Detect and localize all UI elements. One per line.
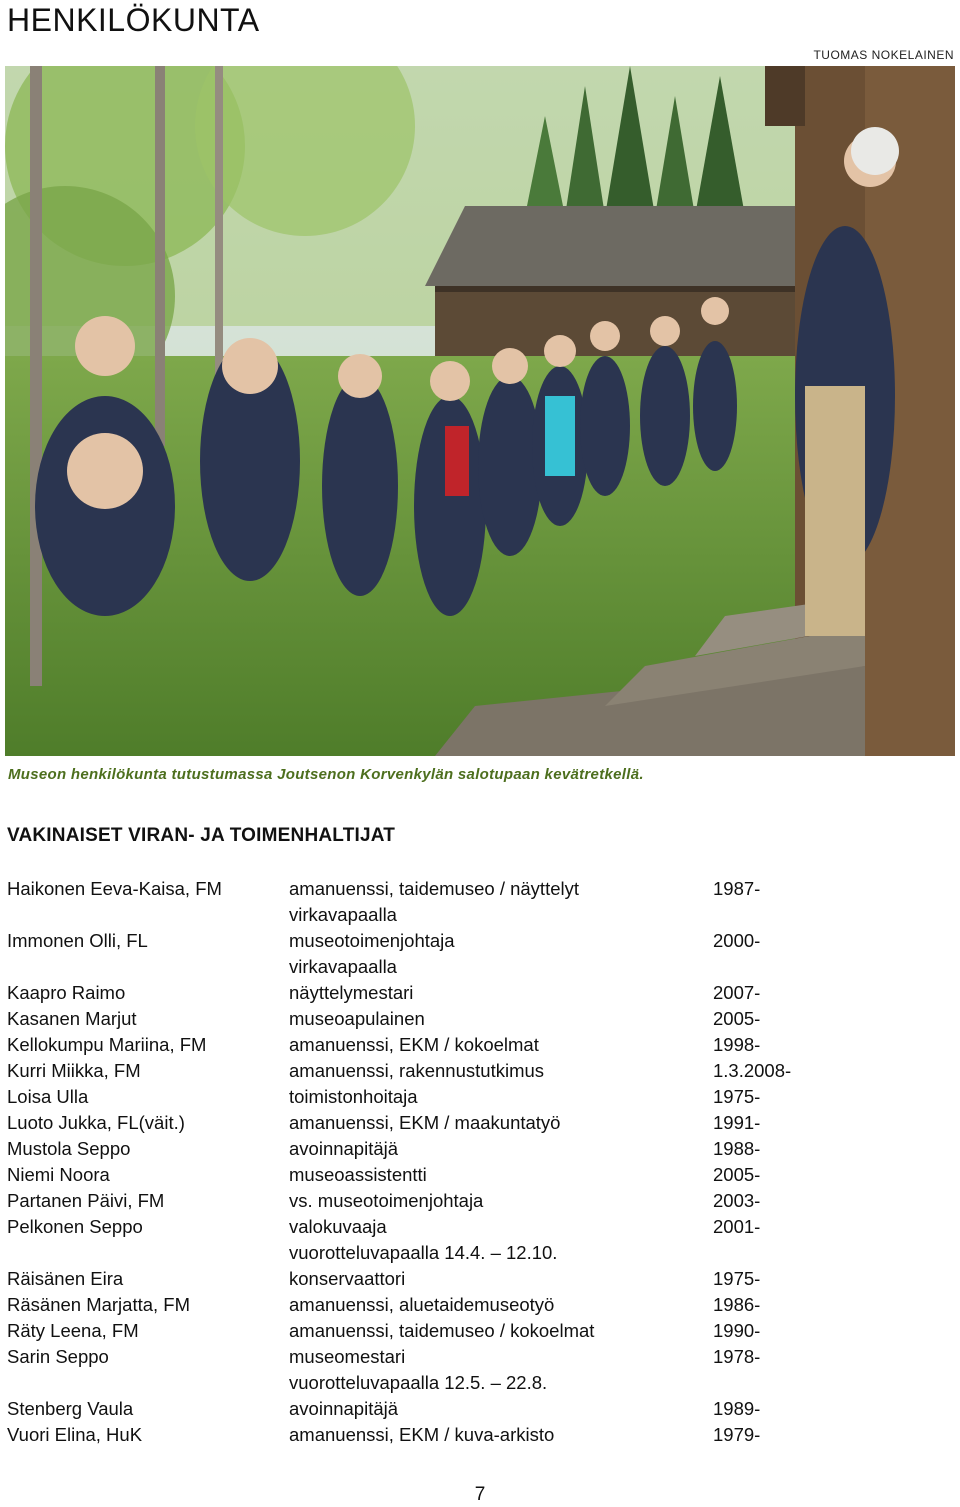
staff-row (7, 1266, 947, 1292)
staff-row (7, 1136, 947, 1162)
staff-table (7, 876, 947, 1448)
staff-row (7, 1032, 947, 1058)
staff-title: toimistonhoitaja (289, 1086, 418, 1107)
staff-start-year: 2003- (713, 1190, 761, 1211)
staff-start-year: 2005- (713, 1164, 761, 1185)
section-heading: VAKINAISET VIRAN- JA TOIMENHALTIJAT (7, 825, 396, 846)
staff-name: Luoto Jukka, FL(väit.) (7, 1112, 185, 1133)
staff-title: valokuvaaja (289, 1216, 387, 1237)
staff-row (7, 1162, 947, 1188)
staff-row (7, 1240, 947, 1266)
staff-name: Partanen Päivi, FM (7, 1190, 165, 1211)
staff-start-year (713, 1240, 947, 1266)
staff-start-year: 1989- (713, 1398, 761, 1419)
staff-start-year: 1987- (713, 878, 761, 899)
staff-title: amanuenssi, EKM / kuva-arkisto (289, 1424, 555, 1445)
staff-name: Haikonen Eeva-Kaisa, FM (7, 878, 222, 899)
staff-name: Mustola Seppo (7, 1138, 131, 1159)
staff-row (7, 980, 947, 1006)
staff-start-year: 1975- (713, 1086, 761, 1107)
staff-name: Kurri Miikka, FM (7, 1060, 141, 1081)
staff-start-year (713, 1370, 947, 1396)
staff-title: avoinnapitäjä (289, 1138, 399, 1159)
staff-start-year: 2000- (713, 930, 761, 951)
staff-title: avoinnapitäjä (289, 1398, 399, 1419)
staff-row (7, 1344, 947, 1370)
staff-start-year: 1990- (713, 1320, 761, 1341)
staff-title: virkavapaalla (289, 956, 397, 977)
staff-title: vuorotteluvapaalla 14.4. – 12.10. (289, 1242, 558, 1263)
photo-credit: TUOMAS NOKELAINEN (813, 48, 954, 62)
staff-name: Vuori Elina, HuK (7, 1424, 143, 1445)
staff-row (7, 1188, 947, 1214)
staff-start-year: 1988- (713, 1138, 761, 1159)
staff-title: museoapulainen (289, 1008, 425, 1029)
staff-start-year: 1.3.2008- (713, 1060, 792, 1081)
staff-name (7, 902, 289, 928)
page-number: 7 (474, 1484, 486, 1505)
staff-title: museotoimenjohtaja (289, 930, 455, 951)
staff-name: Immonen Olli, FL (7, 930, 148, 951)
staff-start-year: 1998- (713, 1034, 761, 1055)
staff-row (7, 928, 947, 954)
staff-name: Kasanen Marjut (7, 1008, 137, 1029)
staff-title: virkavapaalla (289, 904, 397, 925)
staff-name: Räisänen Eira (7, 1268, 124, 1289)
staff-row (7, 1084, 947, 1110)
staff-start-year: 1986- (713, 1294, 761, 1315)
page-title: HENKILÖKUNTA (7, 2, 260, 38)
staff-title: amanuenssi, EKM / kokoelmat (289, 1034, 539, 1055)
staff-name (7, 1370, 289, 1396)
staff-title: amanuenssi, aluetaidemuseotyö (289, 1294, 555, 1315)
staff-title: amanuenssi, taidemuseo / näyttelyt (289, 878, 579, 899)
staff-title: museomestari (289, 1346, 406, 1367)
staff-row (7, 954, 947, 980)
staff-name: Kaapro Raimo (7, 982, 126, 1003)
staff-row (7, 1214, 947, 1240)
staff-row (7, 1110, 947, 1136)
staff-start-year: 2007- (713, 982, 761, 1003)
staff-table-body (7, 876, 947, 1448)
staff-row (7, 1396, 947, 1422)
staff-title: vuorotteluvapaalla 12.5. – 22.8. (289, 1372, 548, 1393)
staff-start-year: 2005- (713, 1008, 761, 1029)
staff-start-year (713, 902, 947, 928)
staff-start-year: 1978- (713, 1346, 761, 1367)
staff-row (7, 876, 947, 902)
staff-start-year: 2001- (713, 1216, 761, 1237)
staff-name (7, 954, 289, 980)
staff-row (7, 1370, 947, 1396)
staff-start-year: 1979- (713, 1424, 761, 1445)
staff-title: amanuenssi, EKM / maakuntatyö (289, 1112, 561, 1133)
staff-title: amanuenssi, rakennustutkimus (289, 1060, 545, 1081)
staff-start-year: 1991- (713, 1112, 761, 1133)
staff-row (7, 902, 947, 928)
staff-title: näyttelymestari (289, 982, 414, 1003)
staff-name: Kellokumpu Mariina, FM (7, 1034, 207, 1055)
staff-name: Sarin Seppo (7, 1346, 109, 1367)
staff-name (7, 1240, 289, 1266)
staff-row (7, 1058, 947, 1084)
staff-title: vs. museotoimenjohtaja (289, 1190, 484, 1211)
staff-name: Niemi Noora (7, 1164, 110, 1185)
staff-row (7, 1292, 947, 1318)
staff-name: Räty Leena, FM (7, 1320, 139, 1341)
staff-name: Stenberg Vaula (7, 1398, 134, 1419)
staff-group-photo (5, 66, 955, 756)
staff-start-year: 1975- (713, 1268, 761, 1289)
staff-title: konservaattori (289, 1268, 406, 1289)
staff-row (7, 1006, 947, 1032)
staff-title: amanuenssi, taidemuseo / kokoelmat (289, 1320, 595, 1341)
staff-row (7, 1422, 947, 1448)
staff-start-year (713, 954, 947, 980)
staff-title: museoassistentti (289, 1164, 427, 1185)
staff-row (7, 1318, 947, 1344)
photo-caption: Museon henkilökunta tutustumassa Joutsenon Korvenkylän salotupaan kevätretkellä. (8, 766, 644, 783)
staff-name: Loisa Ulla (7, 1086, 89, 1107)
staff-name: Pelkonen Seppo (7, 1216, 143, 1237)
staff-name: Räsänen Marjatta, FM (7, 1294, 191, 1315)
